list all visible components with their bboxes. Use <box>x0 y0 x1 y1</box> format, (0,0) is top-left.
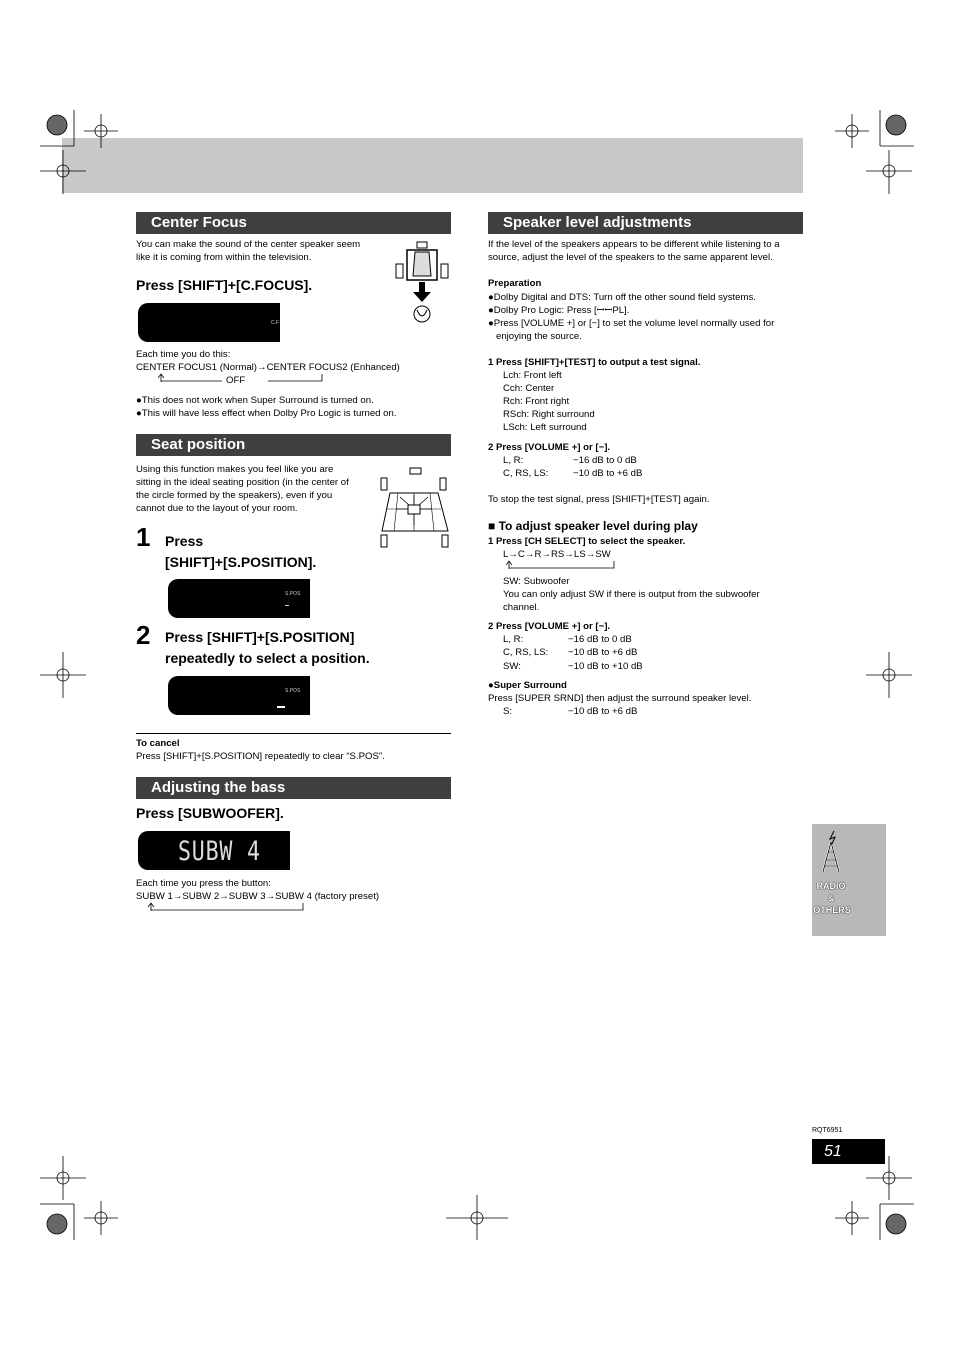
center-focus-intro-2: like it is coming from within the television. <box>136 252 312 263</box>
center-focus-note-2: ●This will have less effect when Dolby Pro Logic is turned on. <box>136 408 397 419</box>
level1-1-label: C, RS, LS: <box>503 468 549 479</box>
center-focus-note-1: ●This does not work when Super Surround is turned on. <box>136 395 374 406</box>
step-1-text-a: Press <box>165 533 204 549</box>
preparation-1: ●Dolby Digital and DTS: Turn off the other sound field systems. <box>488 292 756 303</box>
step-2-number: 2 <box>136 620 151 650</box>
side-tab-line-3: OTHERS <box>813 905 851 915</box>
bass-press: Press [SUBWOOFER]. <box>136 805 284 821</box>
super-level-value: −10 dB to +6 dB <box>568 706 638 717</box>
center-focus-off: OFF <box>226 375 246 386</box>
step-2-text-a: Press [SHIFT]+[S.POSITION] <box>165 629 355 645</box>
seat-position-intro-2: sitting in the ideal seating position (in the center of <box>136 477 349 488</box>
preparation-3b: enjoying the source. <box>496 331 582 342</box>
step-1-number: 1 <box>136 522 151 552</box>
test-step-1: 1 Press [SHIFT]+[TEST] to output a test signal. <box>488 357 701 368</box>
level1-1-value: −10 dB to +6 dB <box>573 468 643 479</box>
channel-1: Cch: Center <box>503 383 555 394</box>
level1-0-label: L, R: <box>503 455 524 466</box>
center-focus-each-time: Each time you do this: <box>136 349 231 360</box>
preparation-2: ●Dolby Pro Logic: Press [ꟷꟷPL]. <box>488 305 630 316</box>
channel-0: Lch: Front left <box>503 370 562 381</box>
center-focus-intro-1: You can make the sound of the center speaker seem <box>136 239 361 250</box>
preparation-3a: ●Press [VOLUME +] or [−] to set the volume level normally used for <box>488 318 775 329</box>
seat-position-intro-1: Using this function makes you feel like you are <box>136 464 334 475</box>
subwoofer-1: SW: Subwoofer <box>503 576 570 587</box>
speaker-heading: Speaker level adjustments <box>488 212 803 234</box>
subwoofer-3: channel. <box>503 602 540 613</box>
channel-4: LSch: Left surround <box>503 422 587 433</box>
level2-2-label: SW: <box>503 661 521 672</box>
super-surround-text: Press [SUPER SRND] then adjust the surround speaker level. <box>488 693 752 704</box>
page-number: 51 <box>812 1139 885 1164</box>
subwoofer-2: You can only adjust SW if there is output from the subwoofer <box>503 589 760 600</box>
center-focus-press: Press [SHIFT]+[C.FOCUS]. <box>136 277 313 293</box>
seat-position-intro-3: the circle formed by the speakers), even if you <box>136 490 333 501</box>
step-1-text-b: [SHIFT]+[S.POSITION]. <box>165 554 317 570</box>
adjust-during-play-title: ■ To adjust speaker level during play <box>488 519 698 533</box>
play-step-1: 1 Press [CH SELECT] to select the speaker. <box>488 536 686 547</box>
super-level-label: S: <box>503 706 513 717</box>
display-indicator: S.POS <box>285 688 301 694</box>
display-indicator: S.POS <box>285 591 301 597</box>
display-text: SUBW 4 <box>178 836 261 867</box>
cancel-title: To cancel <box>136 738 180 749</box>
super-surround-title: ●Super Surround <box>488 680 567 691</box>
play-cycle: L→C→R→RS→LS→SW <box>503 549 611 560</box>
level1-0-value: −16 dB to 0 dB <box>573 455 637 466</box>
level2-1-value: −10 dB to +6 dB <box>568 647 638 658</box>
speaker-intro-1: If the level of the speakers appears to be different while listening to a <box>488 239 780 250</box>
level2-1-label: C, RS, LS: <box>503 647 549 658</box>
bass-each-time: Each time you press the button: <box>136 878 271 889</box>
bass-heading: Adjusting the bass <box>136 777 451 799</box>
stop-test: To stop the test signal, press [SHIFT]+[TEST] again. <box>488 494 710 505</box>
side-tab-line-1: RADIO <box>816 881 846 891</box>
play-step-2: 2 Press [VOLUME +] or [−]. <box>488 621 611 632</box>
level2-0-value: −16 dB to 0 dB <box>568 634 632 645</box>
cancel-text: Press [SHIFT]+[S.POSITION] repeatedly to clear “S.POS”. <box>136 751 385 762</box>
center-focus-heading: Center Focus <box>136 212 451 234</box>
center-focus-cycle: CENTER FOCUS1 (Normal)→CENTER FOCUS2 (Enhanced) <box>136 362 400 373</box>
speaker-intro-2: source, adjust the level of the speakers to the same apparent level. <box>488 252 773 263</box>
level2-2-value: −10 dB to +10 dB <box>568 661 643 672</box>
channel-2: Rch: Front right <box>503 396 570 407</box>
seat-position-intro-4: cannot due to the layout of your room. <box>136 503 298 514</box>
channel-3: RSch: Right surround <box>503 409 595 420</box>
side-tab-line-2: & <box>827 893 835 903</box>
step-2-text-b: repeatedly to select a position. <box>165 650 370 666</box>
level2-0-label: L, R: <box>503 634 524 645</box>
document-code: RQT6951 <box>812 1127 843 1134</box>
bass-cycle: SUBW 1→SUBW 2→SUBW 3→SUBW 4 (factory preset) <box>136 891 380 902</box>
display-indicator: C.F <box>271 320 280 326</box>
seat-position-heading: Seat position <box>136 434 451 456</box>
preparation-title: Preparation <box>488 278 542 289</box>
test-step-2: 2 Press [VOLUME +] or [−]. <box>488 442 611 453</box>
